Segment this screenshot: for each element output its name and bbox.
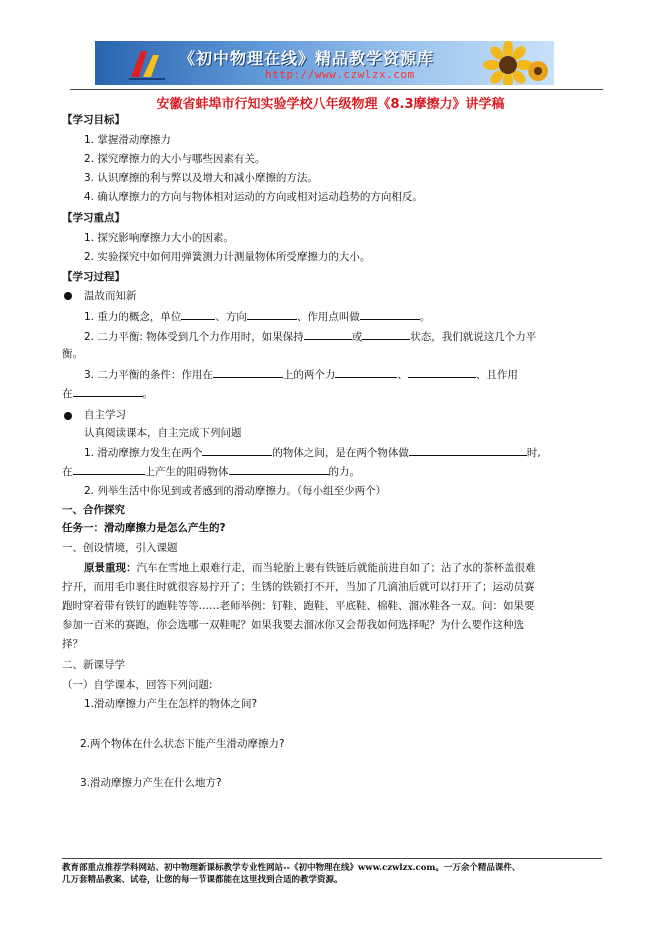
self-read-heading: （一）自学课本，回答下列问题: [62,679,213,691]
objective-item: 3. 认识摩擦的利与弊以及增大和减小摩擦的方法。 [84,172,318,184]
objective-item: 4. 确认摩擦力的方向与物体相对运动的方向或相对运动趋势的方向相反。 [84,191,423,203]
fill-blank[interactable] [408,367,476,378]
footer-divider [62,858,602,859]
lesson-question: 3.滑动摩擦力产生在什么地方? [80,777,222,789]
fill-blank[interactable] [362,329,410,340]
footer-text: 教育部重点推荐学科网站、初中物理新课标教学专业性网站--《初中物理在线》www.czwlzx.com。一万余个精品课件、 几万套精品教案、试卷，让您的每一节课都能在这里找到合适的教学资源。 [62,863,521,885]
review-question-3: 3. 二力平衡的条件：作用在 上的两个力 、 、且作用 [84,369,518,381]
scenario-line: 跑时穿着带有铁钉的跑鞋等等……老师举例：钉鞋、跑鞋、平底鞋、棉鞋、溜冰鞋各一双。问：如果要 [62,600,535,612]
header-divider [70,89,603,90]
scenario-heading: 一、创设情境，引入课题 [62,542,178,554]
self-study-title: 自主学习 [84,409,126,421]
bullet-icon [64,412,72,420]
fill-blank[interactable] [202,445,272,456]
fill-blank[interactable] [229,464,329,475]
banner-url[interactable]: http://www.czwlzx.com [265,68,415,81]
fill-blank[interactable] [73,386,143,397]
bullet-icon [64,292,72,300]
self-study-question-2: 2. 列举生活中你见到或者感到的滑动摩擦力。（每小组至少两个） [84,485,387,497]
focus-item: 1. 探究影响摩擦力大小的因素。 [84,232,234,244]
objectives-heading: 【学习目标】 [62,114,125,126]
self-study-intro: 认真阅读课本，自主完成下列问题 [84,427,242,439]
lesson-question: 1.滑动摩擦力产生在怎样的物体之间? [84,698,258,710]
self-study-question-1-cont: 在 上产生的阻碍物体 的力。 [62,466,360,478]
fill-blank[interactable] [360,309,420,320]
task1-heading: 任务一：滑动摩擦力是怎么产生的? [62,522,226,534]
objective-item: 1. 掌握滑动摩擦力 [84,134,171,146]
fill-blank[interactable] [409,445,527,456]
review-question-1: 1. 重力的概念，单位 、方向 、作用点叫做 。 [84,311,431,323]
scenario-label: 原景重现： [84,562,137,574]
site-logo-icon [127,47,167,81]
focus-item: 2. 实验探究中如何用弹簧测力计测量物体所受摩擦力的大小。 [84,251,371,263]
scenario-line: 参加一百米的赛跑，你会选哪一双鞋呢？如果我要去溜冰你又会帮我如何选择呢？为什么要作这种选 [62,619,524,631]
new-lesson-heading: 二、新课导学 [62,659,125,671]
scenario-line: 择？ [62,638,83,650]
review-question-3-cont: 在 。 [62,388,153,400]
coop-heading: 一、合作探究 [62,504,125,516]
review-title: 温故而知新 [84,290,137,302]
review-question-2: 2. 二力平衡: 物体受到几个力作用时，如果保持 或 状态，我们就说这几个力平 [84,331,537,343]
objective-item: 2. 探究摩擦力的大小与哪些因素有关。 [84,153,266,165]
page-title: 安徽省蚌埠市行知实验学校八年级物理《8.3摩擦力》讲学稿 [156,97,505,112]
sunflower-icon [468,41,548,85]
site-banner [95,41,554,85]
scenario-line: 拧开，而用毛巾裹住时就很容易拧开了；生锈的铁锁打不开，当加了几滴油后就可以打开了；运动员赛 [62,581,535,593]
fill-blank[interactable] [73,464,145,475]
fill-blank[interactable] [304,329,352,340]
lesson-question: 2.两个物体在什么状态下能产生滑动摩擦力? [80,738,285,750]
banner-title: 《初中物理在线》精品教学资源库 [179,49,435,68]
focus-heading: 【学习重点】 [62,212,125,224]
fill-blank[interactable] [181,309,215,320]
scenario-line: 原景重现：汽车在雪地上艰难行走，而当轮胎上裹有铁链后就能前进自如了；沾了水的茶杯盖很难 [84,562,536,574]
review-question-2-cont: 衡。 [62,348,83,360]
self-study-question-1: 1. 滑动摩擦力发生在两个 的物体之间，是在两个物体做 时, [84,447,541,459]
fill-blank[interactable] [335,367,397,378]
process-heading: 【学习过程】 [62,271,125,283]
fill-blank[interactable] [247,309,297,320]
fill-blank[interactable] [213,367,283,378]
